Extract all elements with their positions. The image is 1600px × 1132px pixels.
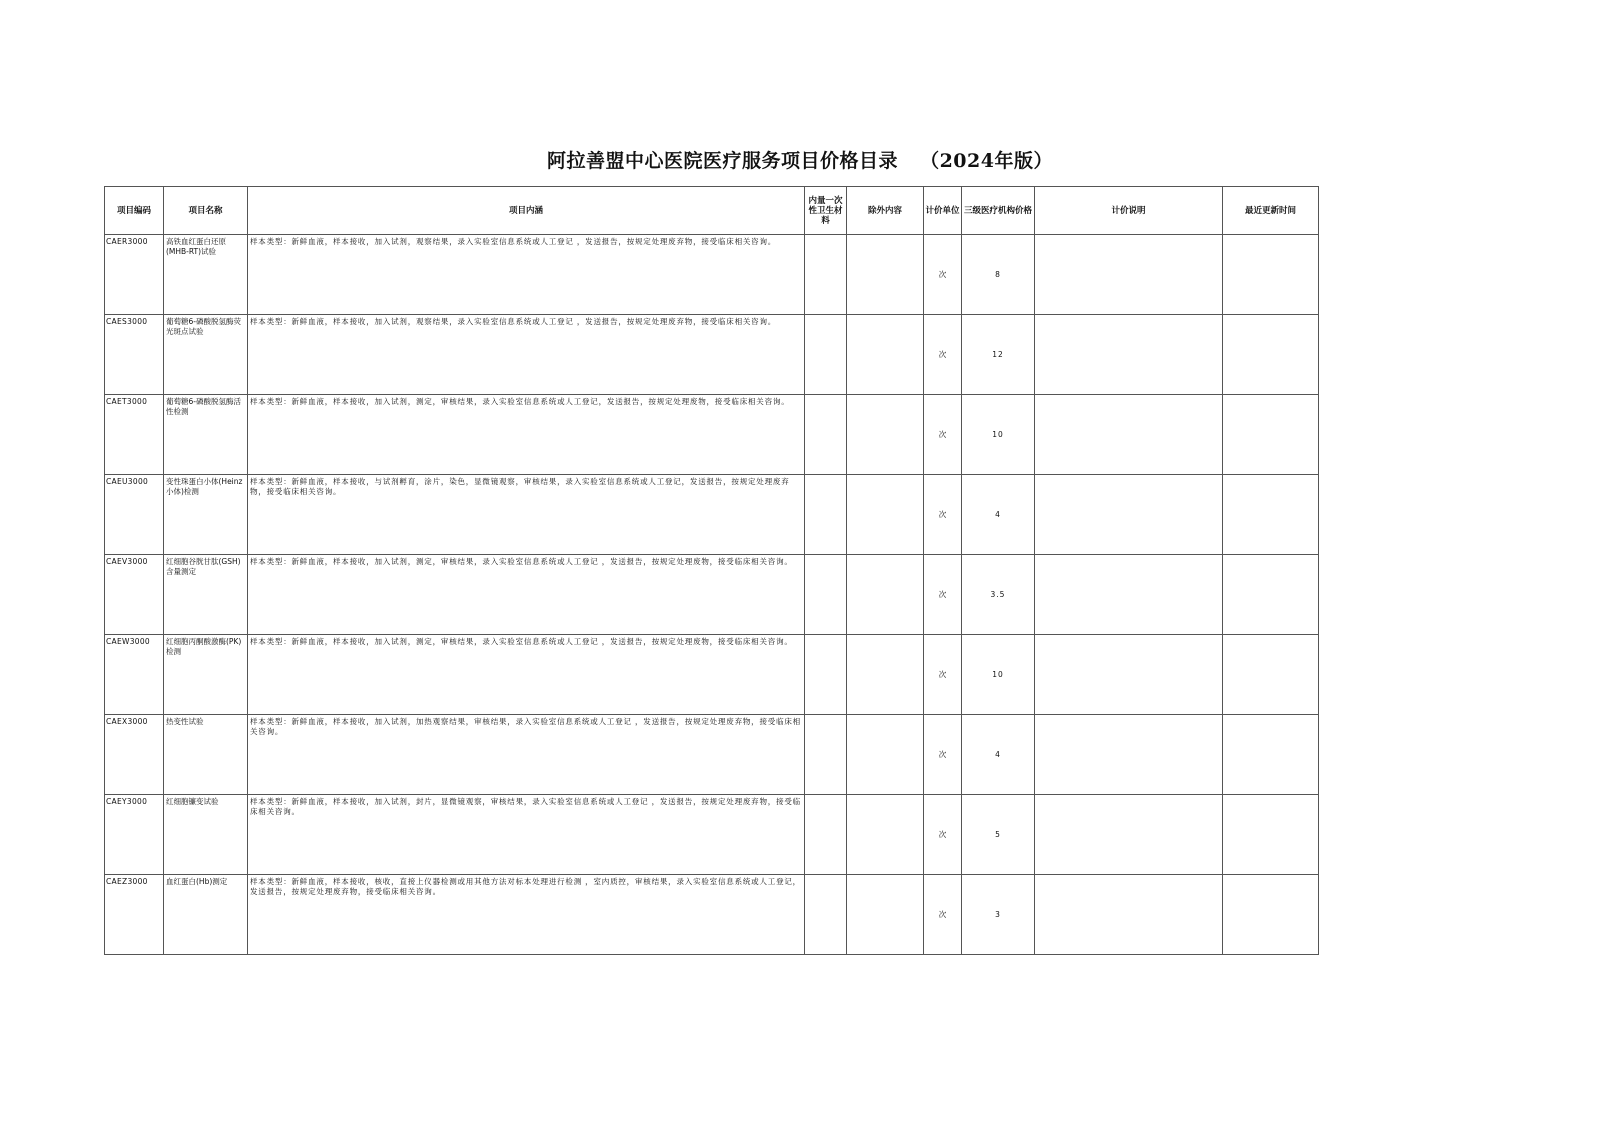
cell-excluded: [847, 635, 924, 715]
cell-name: 变性珠蛋白小体(Heinz小体)检测: [164, 475, 248, 555]
cell-code: CAET3000: [105, 395, 164, 475]
cell-name: 热变性试验: [164, 715, 248, 795]
cell-excluded: [847, 315, 924, 395]
cell-excluded: [847, 715, 924, 795]
cell-excluded: [847, 235, 924, 315]
cell-price: 10: [962, 395, 1035, 475]
cell-content: 样本类型：新鲜血液，样本接收，与试剂孵育，涂片，染色，显微镜观察，审核结果，录入实验室信息系统或人工登记，发送报告，按规定处理废弃物，接受临床相关咨询。: [248, 475, 805, 555]
cell-content: 样本类型：新鲜血液，样本接收，加入试剂，加热观察结果，审核结果，录入实验室信息系统或人工登记 ，发送报告，按规定处理废弃物，接受临床相关咨询。: [248, 715, 805, 795]
cell-notes: [1035, 235, 1223, 315]
header-materials: 内量一次性卫生材料: [805, 187, 847, 235]
cell-materials: [805, 875, 847, 955]
cell-unit: 次: [924, 875, 962, 955]
header-unit: 计价单位: [924, 187, 962, 235]
cell-price: 10: [962, 635, 1035, 715]
cell-unit: 次: [924, 395, 962, 475]
cell-content: 样本类型：新鲜血液，样本接收，加入试剂，测定，审核结果，录入实验室信息系统或人工登记 ，发送报告，按规定处理废物，接受临床相关咨询。: [248, 555, 805, 635]
cell-updated: [1223, 315, 1319, 395]
cell-updated: [1223, 235, 1319, 315]
table-row: [105, 395, 1319, 475]
cell-excluded: [847, 395, 924, 475]
table-row: [105, 875, 1319, 955]
cell-content: 样本类型：新鲜血液，样本接收，加入试剂，测定，审核结果，录入实验室信息系统或人工登记，发送报告，按规定处理废物，接受临床相关咨询。: [248, 395, 805, 475]
cell-code: CAES3000: [105, 315, 164, 395]
cell-content: 样本类型：新鲜血液，样本接收，加入试剂，封片，显微镜观察，审核结果，录入实验室信息系统或人工登记 ，发送报告，按规定处理废弃物，接受临床相关咨询。: [248, 795, 805, 875]
cell-content: 样本类型：新鲜血液，样本接收，核收，直接上仪器检测或用其他方法对标本处理进行检测 ，室内质控，审核结果，录入实验室信息系统或人工登记，发送报告，按规定处理废弃物，接受临床相关咨询。: [248, 875, 805, 955]
cell-excluded: [847, 875, 924, 955]
cell-code: CAEY3000: [105, 795, 164, 875]
cell-unit: 次: [924, 555, 962, 635]
cell-updated: [1223, 395, 1319, 475]
cell-excluded: [847, 795, 924, 875]
cell-unit: 次: [924, 475, 962, 555]
cell-code: CAEZ3000: [105, 875, 164, 955]
header-notes: 计价说明: [1035, 187, 1223, 235]
cell-updated: [1223, 795, 1319, 875]
cell-code: CAEU3000: [105, 475, 164, 555]
cell-name: 葡萄糖6-磷酸脱氢酶荧光斑点试验: [164, 315, 248, 395]
cell-materials: [805, 235, 847, 315]
table-row: [105, 795, 1319, 875]
cell-name: 高铁血红蛋白还原(MHB-RT)试验: [164, 235, 248, 315]
cell-name: 葡萄糖6-磷酸脱氢酶活性检测: [164, 395, 248, 475]
cell-price: 4: [962, 715, 1035, 795]
table-row: [105, 315, 1319, 395]
cell-materials: [805, 395, 847, 475]
header-name: 项目名称: [164, 187, 248, 235]
header-excluded: 除外内容: [847, 187, 924, 235]
cell-unit: 次: [924, 795, 962, 875]
cell-price: 3: [962, 875, 1035, 955]
cell-excluded: [847, 555, 924, 635]
cell-price: 4: [962, 475, 1035, 555]
title-edition: （2024年版）: [920, 150, 1053, 172]
cell-updated: [1223, 475, 1319, 555]
title-main: 阿拉善盟中心医院医疗服务项目价格目录: [547, 150, 899, 172]
cell-updated: [1223, 555, 1319, 635]
cell-price: 8: [962, 235, 1035, 315]
cell-code: CAEV3000: [105, 555, 164, 635]
cell-updated: [1223, 715, 1319, 795]
cell-materials: [805, 795, 847, 875]
cell-notes: [1035, 555, 1223, 635]
cell-updated: [1223, 635, 1319, 715]
cell-materials: [805, 475, 847, 555]
cell-code: CAEX3000: [105, 715, 164, 795]
cell-materials: [805, 315, 847, 395]
cell-notes: [1035, 315, 1223, 395]
cell-unit: 次: [924, 635, 962, 715]
table-row: [105, 635, 1319, 715]
cell-unit: 次: [924, 715, 962, 795]
cell-name: 红细胞谷胱甘肽(GSH)含量测定: [164, 555, 248, 635]
price-table: [104, 186, 1319, 955]
cell-unit: 次: [924, 235, 962, 315]
cell-unit: 次: [924, 315, 962, 395]
cell-materials: [805, 635, 847, 715]
cell-price: 5: [962, 795, 1035, 875]
header-code: 项目编码: [105, 187, 164, 235]
table-row: [105, 475, 1319, 555]
cell-name: 红细胞丙酮酸激酶(PK)检测: [164, 635, 248, 715]
cell-code: CAEW3000: [105, 635, 164, 715]
header-price: 三级医疗机构价格: [962, 187, 1035, 235]
cell-updated: [1223, 875, 1319, 955]
table-row: [105, 715, 1319, 795]
cell-content: 样本类型：新鲜血液，样本接收，加入试剂，测定，审核结果，录入实验室信息系统或人工登记 ，发送报告，按规定处理废物，接受临床相关咨询。: [248, 635, 805, 715]
cell-name: 血红蛋白(Hb)测定: [164, 875, 248, 955]
page-title: [0, 146, 1600, 173]
table-row: [105, 555, 1319, 635]
cell-content: 样本类型：新鲜血液，样本接收，加入试剂，观察结果，录入实验室信息系统或人工登记 ，发送报告，按规定处理废弃物，接受临床相关咨询。: [248, 235, 805, 315]
cell-notes: [1035, 715, 1223, 795]
cell-price: 3.5: [962, 555, 1035, 635]
cell-notes: [1035, 795, 1223, 875]
cell-notes: [1035, 395, 1223, 475]
cell-notes: [1035, 635, 1223, 715]
cell-notes: [1035, 875, 1223, 955]
header-updated: 最近更新时间: [1223, 187, 1319, 235]
cell-code: CAER3000: [105, 235, 164, 315]
cell-notes: [1035, 475, 1223, 555]
header-row: [105, 187, 1319, 235]
cell-name: 红细胞镰变试验: [164, 795, 248, 875]
cell-materials: [805, 715, 847, 795]
header-content: 项目内涵: [248, 187, 805, 235]
cell-price: 12: [962, 315, 1035, 395]
cell-materials: [805, 555, 847, 635]
cell-excluded: [847, 475, 924, 555]
cell-content: 样本类型：新鲜血液，样本接收，加入试剂，观察结果，录入实验室信息系统或人工登记 ，发送报告，按规定处理废弃物，接受临床相关咨询。: [248, 315, 805, 395]
table-row: [105, 235, 1319, 315]
